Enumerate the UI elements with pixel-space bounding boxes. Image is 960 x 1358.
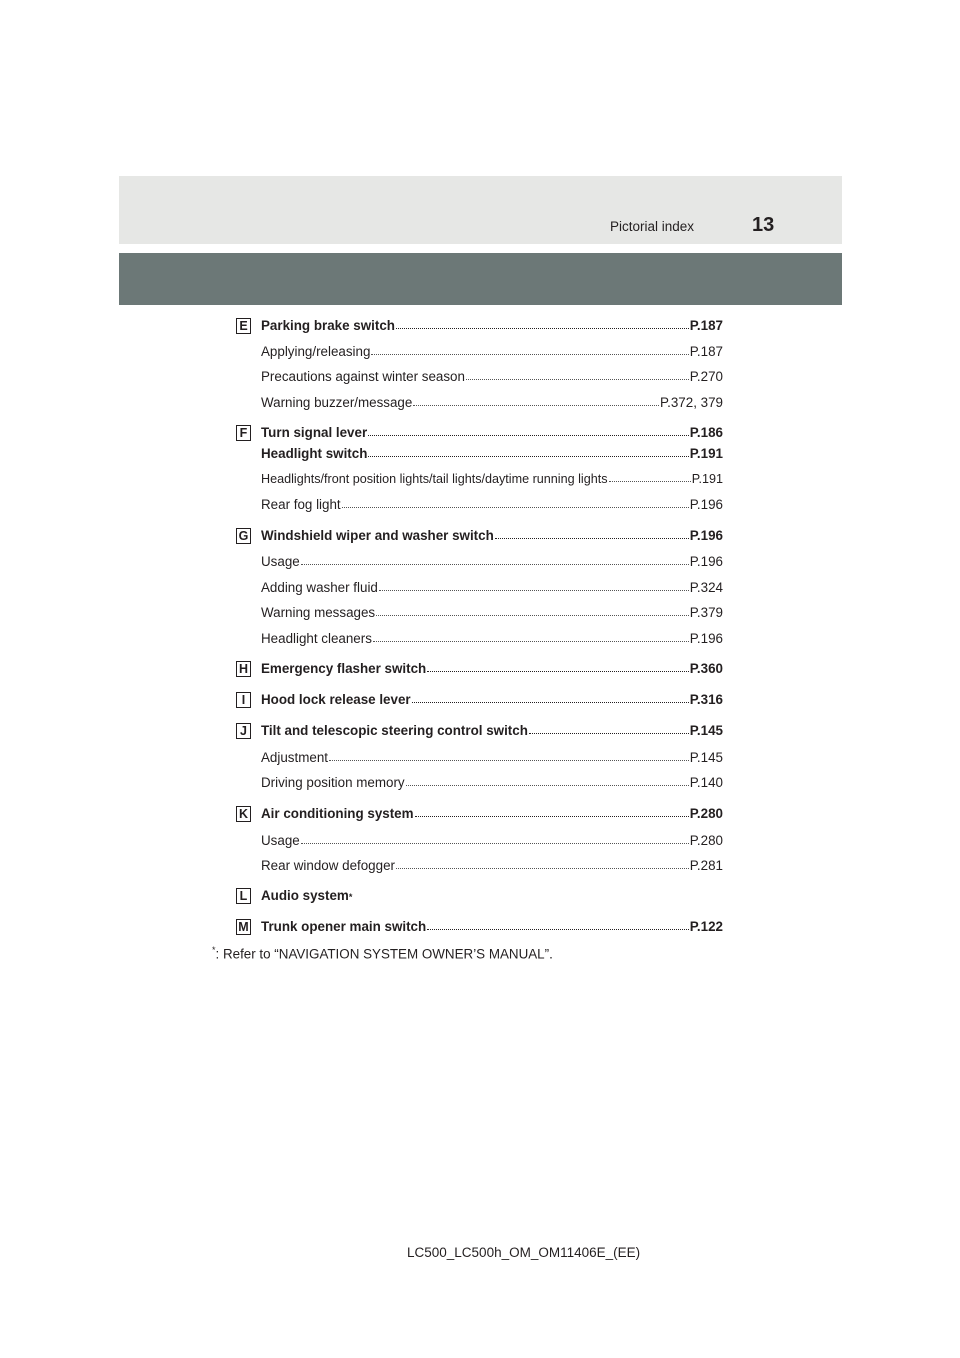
page-number: 13 — [752, 214, 775, 236]
entry-title: Emergency flasher switch — [261, 661, 427, 676]
page-ref[interactable]: P.196 — [689, 528, 723, 543]
dot-leader — [376, 614, 689, 616]
page-ref[interactable]: P.316 — [689, 692, 723, 707]
index-subentry[interactable] — [261, 497, 723, 512]
page-ref[interactable]: P.187 — [689, 344, 723, 359]
page-ref[interactable]: P.186 — [689, 425, 723, 440]
entry-title: Parking brake switch — [261, 318, 395, 333]
subentry-label: Warning buzzer/message — [261, 395, 413, 410]
dot-leader — [415, 815, 689, 817]
index-entry[interactable] — [261, 528, 723, 543]
subentry-label: Adjustment — [261, 750, 328, 765]
index-letter: F — [236, 425, 251, 441]
page-ref[interactable]: P.145 — [689, 750, 723, 765]
subentry-label: Warning messages — [261, 605, 376, 620]
dot-leader — [301, 842, 689, 844]
subentry-label: Rear window defogger — [261, 858, 395, 873]
index-subentry[interactable] — [261, 472, 723, 486]
dot-leader — [368, 455, 688, 457]
dot-leader — [379, 589, 689, 591]
page-ref[interactable]: P.281 — [689, 858, 723, 873]
index-subentry[interactable] — [261, 605, 723, 620]
index-letter: I — [236, 692, 251, 708]
page-ref[interactable]: P.140 — [689, 775, 723, 790]
index-entry[interactable] — [261, 446, 723, 461]
page-ref[interactable]: P.191 — [689, 446, 723, 461]
dot-leader — [495, 537, 689, 539]
page-ref[interactable]: P.372, 379 — [659, 395, 723, 410]
entry-title: Air conditioning system — [261, 806, 414, 821]
dot-leader — [368, 434, 689, 436]
document-code: LC500_LC500h_OM_OM11406E_(EE) — [407, 1245, 641, 1260]
index-letter: G — [236, 528, 251, 544]
index-subentry[interactable] — [261, 395, 723, 410]
page-ref[interactable]: P.280 — [689, 806, 723, 821]
index-entry[interactable] — [261, 723, 723, 738]
footnote-text: : Refer to “NAVIGATION SYSTEM OWNER’S MANUAL”. — [215, 946, 553, 962]
index-letter: J — [236, 723, 251, 739]
index-entry[interactable] — [261, 919, 723, 934]
dot-leader — [427, 928, 689, 930]
page-ref[interactable]: P.324 — [689, 580, 723, 595]
subentry-label: Adding washer fluid — [261, 580, 378, 595]
index-letter: M — [236, 919, 251, 935]
entry-title: Windshield wiper and washer switch — [261, 528, 494, 543]
dot-leader — [529, 732, 689, 734]
dot-leader — [342, 506, 689, 508]
entry-title: Trunk opener main switch — [261, 919, 427, 934]
page-ref[interactable]: P.379 — [689, 605, 723, 620]
dot-leader — [301, 563, 689, 565]
index-subentry[interactable] — [261, 833, 723, 848]
dot-leader — [396, 867, 689, 869]
entry-title: Hood lock release lever — [261, 692, 411, 707]
footnote — [212, 945, 553, 961]
entry-title: Headlight switch — [261, 446, 368, 461]
page-ref[interactable]: P.270 — [689, 369, 723, 384]
entry-title: Tilt and telescopic steering control switch — [261, 723, 528, 738]
dot-leader — [371, 353, 688, 355]
dot-leader — [329, 759, 689, 761]
index-subentry[interactable] — [261, 631, 723, 646]
footnote-mark: * — [212, 945, 216, 955]
subentry-label: Usage — [261, 833, 300, 848]
section-title: Pictorial index — [610, 219, 695, 234]
index-entry[interactable] — [261, 318, 723, 333]
dot-leader — [413, 404, 659, 406]
dot-leader — [406, 784, 689, 786]
index-entry[interactable] — [261, 425, 723, 440]
index-letter: L — [236, 888, 251, 904]
page-ref[interactable]: P.196 — [689, 631, 723, 646]
index-entry[interactable] — [261, 888, 723, 903]
subentry-label: Driving position memory — [261, 775, 405, 790]
footnote-mark: * — [348, 892, 353, 902]
index-entry[interactable] — [261, 806, 723, 821]
subentry-label: Applying/releasing — [261, 344, 371, 359]
index-entry[interactable] — [261, 661, 723, 676]
index-subentry[interactable] — [261, 344, 723, 359]
page-ref[interactable]: P.122 — [689, 919, 723, 934]
dot-leader — [373, 640, 689, 642]
index-letter: E — [236, 318, 251, 334]
subentry-label: Headlights/front position lights/tail lights/daytime running lights — [261, 472, 608, 486]
index-subentry[interactable] — [261, 750, 723, 765]
page-ref[interactable]: P.145 — [689, 723, 723, 738]
subentry-label: Rear fog light — [261, 497, 341, 512]
dot-leader — [466, 378, 689, 380]
index-subentry[interactable] — [261, 775, 723, 790]
index-letter: H — [236, 661, 251, 677]
dot-leader — [427, 670, 688, 672]
dot-leader — [396, 327, 689, 329]
index-subentry[interactable] — [261, 858, 723, 873]
subentry-label: Headlight cleaners — [261, 631, 372, 646]
subentry-label: Usage — [261, 554, 300, 569]
index-subentry[interactable] — [261, 580, 723, 595]
page-ref[interactable]: P.191 — [691, 472, 723, 486]
header-band-dark — [119, 253, 842, 305]
page-ref[interactable]: P.360 — [689, 661, 723, 676]
entry-title: Turn signal lever — [261, 425, 368, 440]
dot-leader — [609, 480, 691, 482]
page-ref[interactable]: P.196 — [689, 554, 723, 569]
index-subentry[interactable] — [261, 369, 723, 384]
index-entry[interactable] — [261, 692, 723, 707]
index-subentry[interactable] — [261, 554, 723, 569]
subentry-label: Precautions against winter season — [261, 369, 465, 384]
header-band-light — [119, 176, 842, 244]
entry-title: Audio system — [261, 888, 349, 903]
page-ref[interactable]: P.196 — [689, 497, 723, 512]
page-ref[interactable]: P.187 — [689, 318, 723, 333]
index-letter: K — [236, 806, 251, 822]
dot-leader — [412, 701, 689, 703]
page-ref[interactable]: P.280 — [689, 833, 723, 848]
